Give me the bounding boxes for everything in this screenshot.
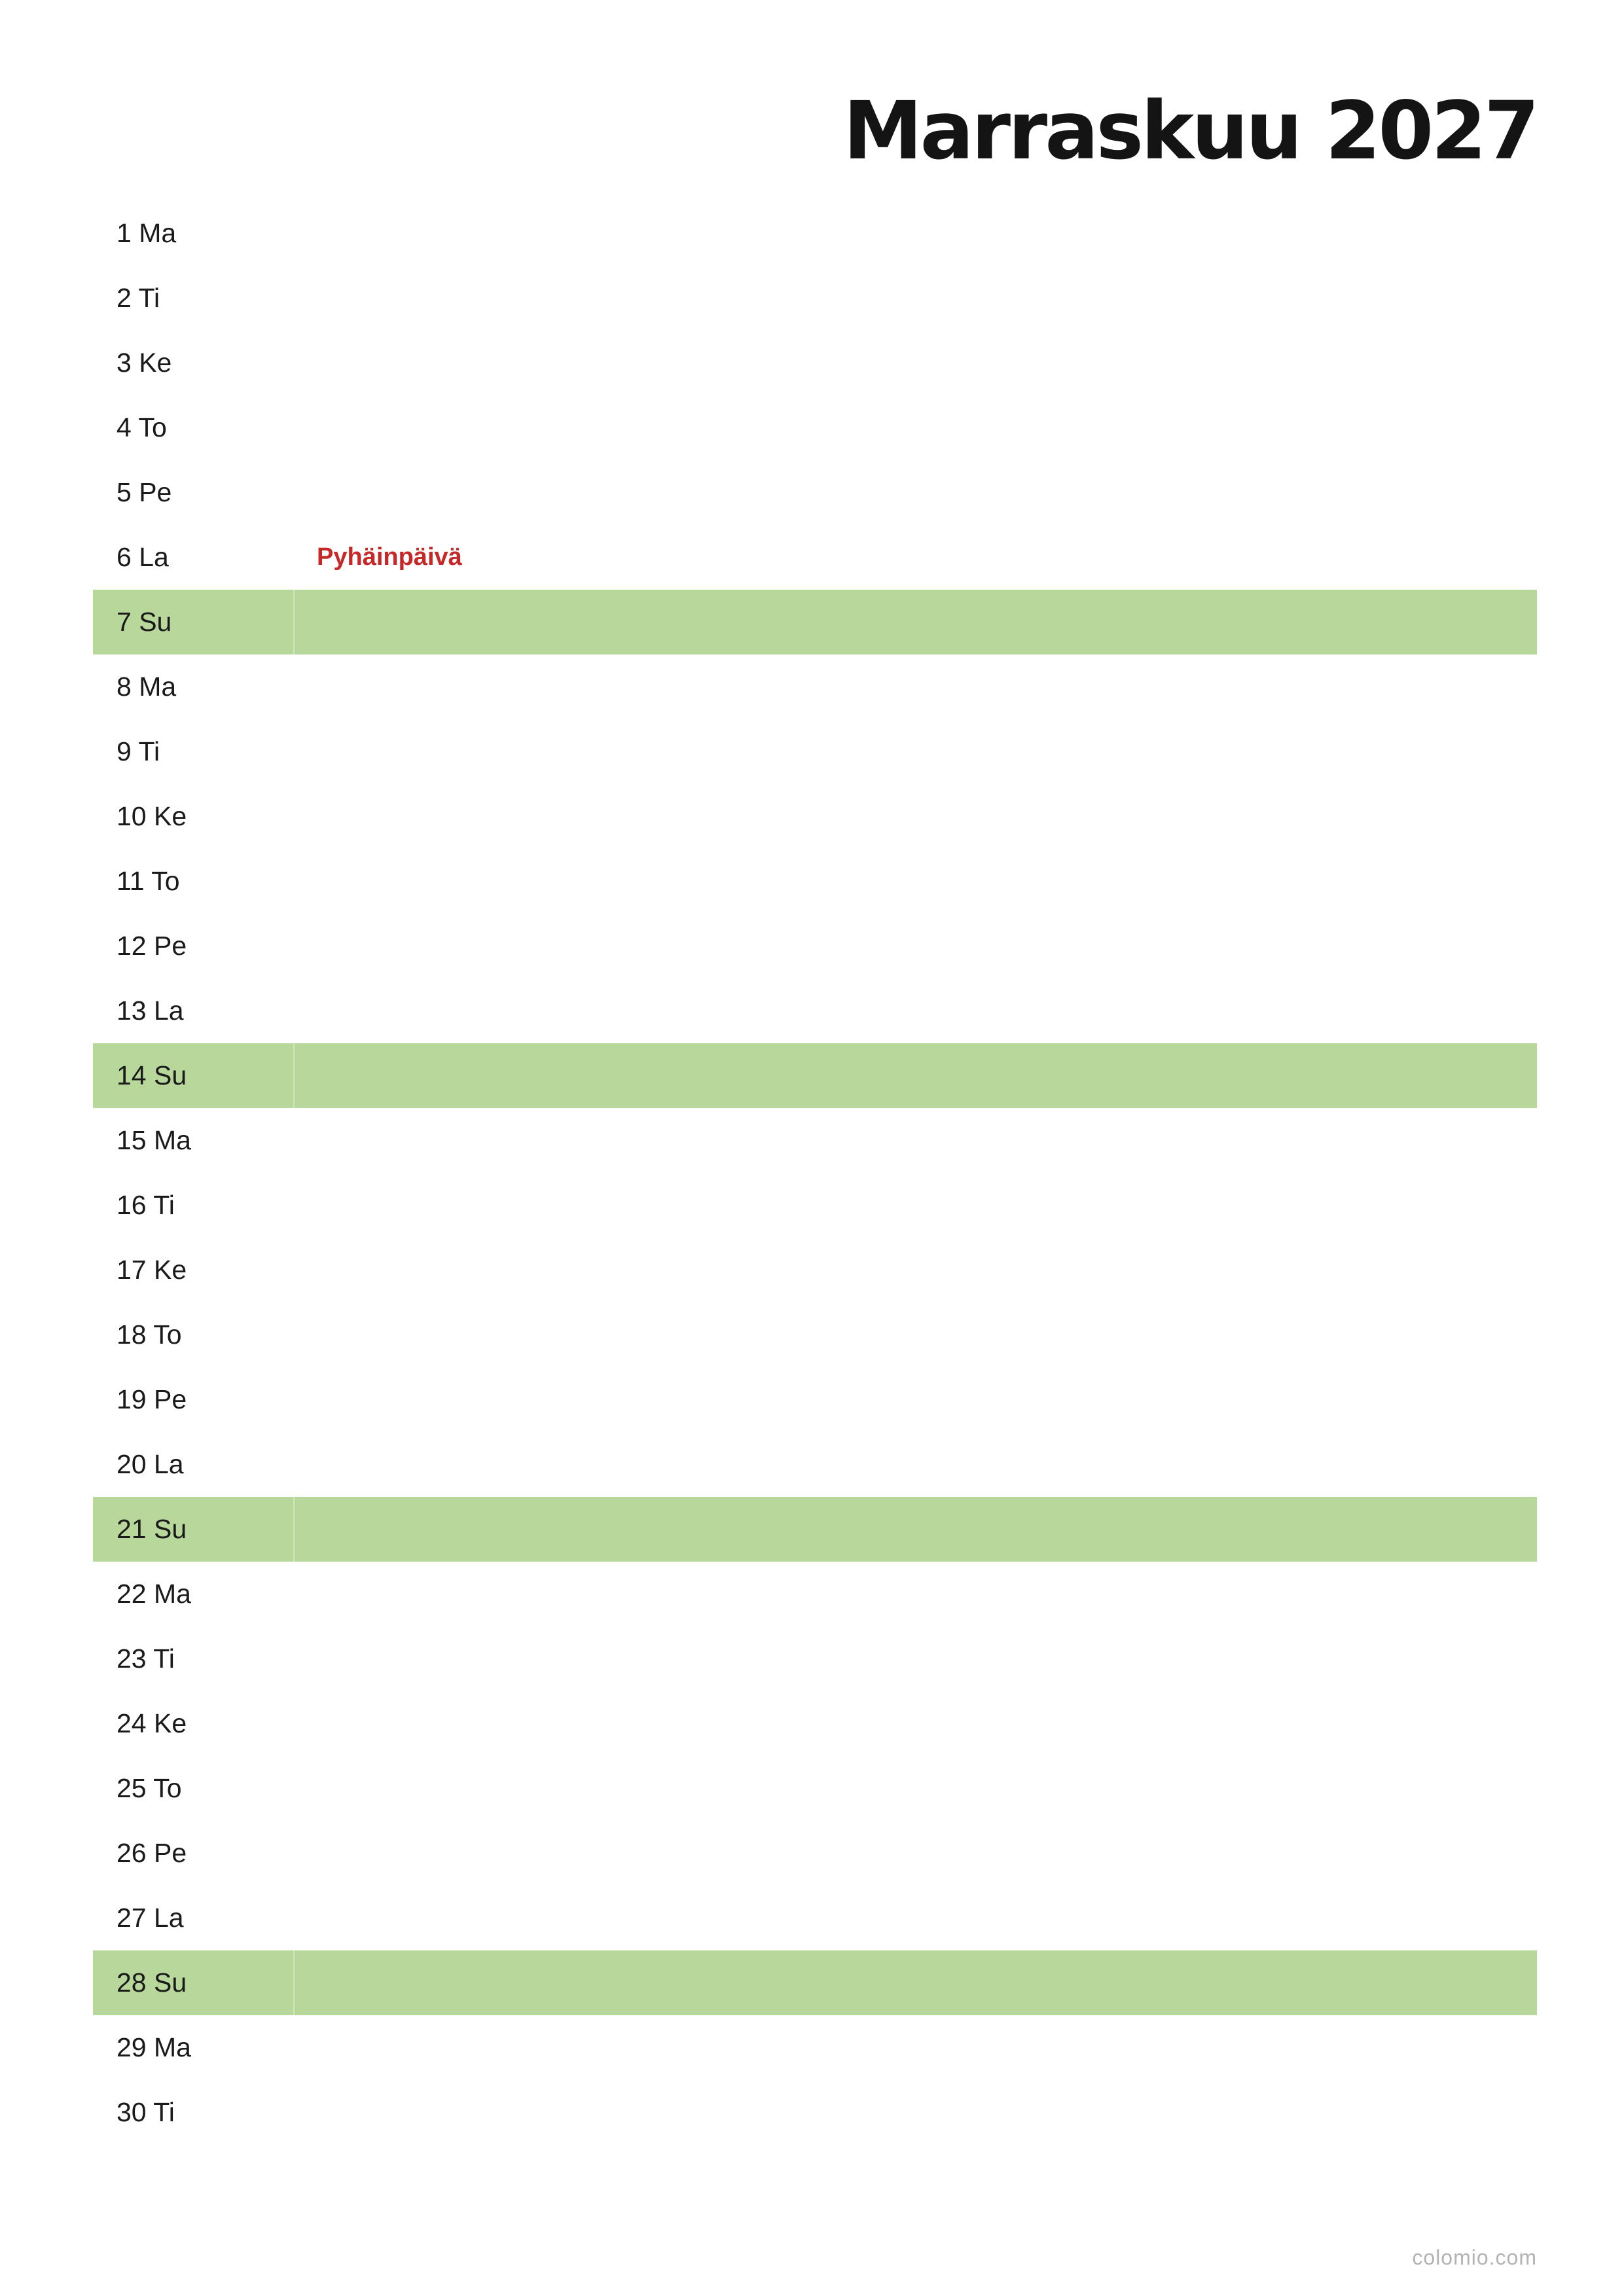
day-row-sunday [93,590,1537,655]
day-label: 19 Pe [117,1384,187,1414]
day-row [93,1302,1537,1367]
day-row [93,1691,1537,1756]
day-label: 16 Ti [117,1190,175,1220]
day-row [93,525,1537,590]
day-list [93,201,1537,2145]
day-label: 3 Ke [117,348,172,378]
day-label: 12 Pe [117,931,187,961]
day-row [93,1886,1537,1950]
day-row [93,1367,1537,1432]
day-label: 8 Ma [117,672,177,702]
day-row [93,1108,1537,1173]
day-label: 26 Pe [117,1838,187,1868]
day-row [93,784,1537,849]
day-label: 17 Ke [117,1255,187,1285]
holiday-note: Pyhäinpäivä [317,543,462,571]
day-label: 4 To [117,412,167,442]
day-label: 9 Ti [117,736,160,766]
day-row [93,978,1537,1043]
day-row [93,1562,1537,1626]
day-label: 2 Ti [117,283,160,313]
day-row-sunday [93,1497,1537,1562]
day-row [93,2015,1537,2080]
day-label: 14 Su [117,1060,187,1090]
day-label: 18 To [117,1319,182,1350]
day-label: 29 Ma [117,2032,191,2062]
day-row [93,395,1537,460]
day-row [93,2080,1537,2145]
day-row [93,655,1537,719]
day-label: 25 To [117,1773,182,1803]
day-label: 30 Ti [117,2097,175,2127]
day-row [93,914,1537,978]
footer-brand: colomio.com [1412,2246,1537,2269]
day-row [93,849,1537,914]
day-row-sunday [93,1950,1537,2015]
page-title: Marraskuu 2027 [843,84,1537,177]
day-row [93,1756,1537,1821]
day-label: 11 To [117,866,180,896]
day-label: 5 Pe [117,477,172,507]
day-label: 10 Ke [117,801,187,831]
day-row [93,331,1537,395]
day-label: 13 La [117,996,184,1026]
day-row [93,266,1537,331]
day-label: 1 Ma [117,218,177,248]
day-row [93,1821,1537,1886]
day-label: 22 Ma [117,1579,191,1609]
day-label: 15 Ma [117,1125,191,1155]
day-label: 20 La [117,1449,184,1479]
day-label: 7 Su [117,607,172,637]
day-label: 28 Su [117,1967,187,1998]
day-label: 21 Su [117,1514,187,1544]
day-row [93,1626,1537,1691]
day-label: 24 Ke [117,1708,187,1738]
day-row [93,1238,1537,1302]
day-row [93,201,1537,266]
day-row [93,460,1537,525]
day-label: 6 La [117,542,169,572]
day-row-sunday [93,1043,1537,1108]
day-row [93,1173,1537,1238]
day-label: 23 Ti [117,1643,175,1674]
day-row [93,719,1537,784]
day-row [93,1432,1537,1497]
day-label: 27 La [117,1903,184,1933]
